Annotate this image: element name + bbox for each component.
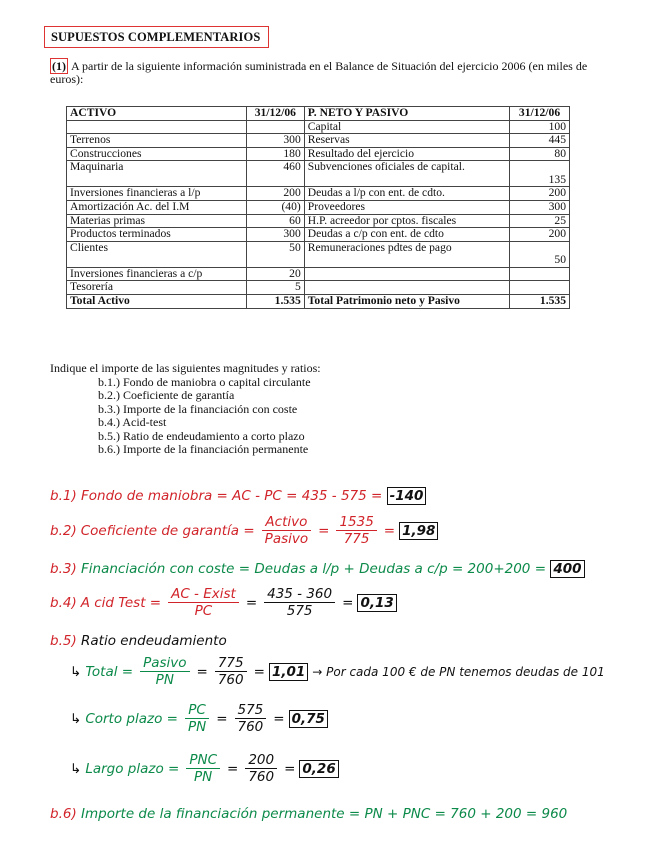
- answer-b1-calc: 435 - 575 =: [301, 488, 383, 504]
- pasivo-value: 135: [510, 161, 570, 187]
- pasivo-label: Resultado del ejercicio: [304, 147, 509, 161]
- questions-prompt: Indique el importe de las siguientes magnitudes y ratios:: [50, 361, 321, 375]
- corto-formula: [185, 702, 209, 735]
- pasivo-value: [510, 281, 570, 295]
- intro-text: A partir de la siguiente información suministrada en el Balance de Situación del ejercicio 2006 (en miles de euros):: [50, 59, 588, 86]
- answer-b1-result: -140: [387, 487, 427, 505]
- answer-b6-text: Importe de la financiación permanente = PN + PNC = 760 + 200 = 960: [81, 806, 568, 822]
- total-activo-value: 1.535: [246, 294, 304, 308]
- frac-denominator: 775: [343, 531, 370, 547]
- total-activo-label: Total Activo: [67, 294, 247, 308]
- activo-value: 20: [246, 267, 304, 281]
- pasivo-value: 200: [510, 187, 570, 201]
- frac-denominator: 760: [217, 672, 244, 688]
- answer-b4: [50, 586, 397, 619]
- total-calc: [215, 655, 247, 688]
- equals-sign: =: [273, 710, 285, 727]
- questions-block: [50, 362, 321, 457]
- answer-b5-total: [70, 655, 605, 688]
- answer-b2-label: b.2): [50, 522, 77, 539]
- frac-numerator: 775: [215, 655, 247, 672]
- equals-sign: =: [383, 522, 396, 539]
- activo-label: Inversiones financieras a l/p: [67, 187, 247, 201]
- pasivo-label: Reservas: [304, 134, 509, 148]
- arrow-icon: ↳: [70, 663, 82, 680]
- question-item: b.4.) Acid-test: [98, 415, 167, 429]
- balance-row: [67, 161, 570, 187]
- activo-label: [67, 120, 247, 134]
- arrow-icon: ↳: [70, 710, 82, 727]
- activo-value: 5: [246, 281, 304, 295]
- equals-sign: =: [253, 663, 265, 680]
- pasivo-label: [304, 281, 509, 295]
- frac-denominator: PN: [194, 769, 213, 785]
- pasivo-label: H.P. acreedor por cptos. fiscales: [304, 214, 509, 228]
- frac-denominator: PN: [155, 672, 174, 688]
- question-item: b.5.) Ratio de endeudamiento a corto plazo: [98, 428, 305, 443]
- answer-b2-formula: [262, 514, 311, 547]
- activo-label: Terrenos: [67, 134, 247, 148]
- balance-row: [67, 187, 570, 201]
- frac-numerator: 200: [245, 752, 277, 769]
- balance-row: [67, 134, 570, 148]
- corto-result: 0,75: [289, 710, 328, 728]
- balance-total-row: [67, 294, 570, 308]
- pasivo-value: 100: [510, 120, 570, 134]
- balance-table: [66, 106, 570, 309]
- question-item: b.6.) Importe de la financiación permanente: [98, 442, 309, 456]
- answer-b6-label: b.6): [50, 806, 77, 822]
- pasivo-value: 80: [510, 147, 570, 161]
- balance-row: [67, 200, 570, 214]
- frac-denominator: PN: [187, 719, 207, 735]
- answer-b2: [50, 514, 438, 547]
- frac-numerator: PNC: [186, 752, 220, 769]
- total-pasivo-label: Total Patrimonio neto y Pasivo: [304, 294, 509, 308]
- pasivo-label: Deudas a l/p con ent. de cdto.: [304, 187, 509, 201]
- activo-label: Clientes: [67, 241, 247, 267]
- activo-value: 300: [246, 134, 304, 148]
- question-item: b.2.) Coeficiente de garantía: [98, 388, 235, 402]
- header-pasivo: P. NETO Y PASIVO: [304, 107, 509, 121]
- balance-header-row: [67, 107, 570, 121]
- answer-b4-text: A cid Test =: [80, 594, 162, 611]
- activo-value: 300: [246, 228, 304, 242]
- answer-b5-label: b.5): [50, 633, 77, 649]
- answer-b3-text: Financiación con coste = Deudas a l/p + Deudas a c/p = 200+200 =: [81, 561, 547, 577]
- answer-b1: [50, 487, 426, 505]
- activo-label: Inversiones financieras a c/p: [67, 267, 247, 281]
- frac-numerator: 575: [235, 702, 267, 719]
- intro-paragraph: [50, 60, 610, 86]
- frac-numerator: 1535: [336, 514, 376, 531]
- answer-b5-heading: [50, 633, 227, 649]
- activo-label: Tesorería: [67, 281, 247, 295]
- balance-row: [67, 241, 570, 267]
- activo-value: 50: [246, 241, 304, 267]
- total-formula: [140, 655, 189, 688]
- answer-b5-largo: [70, 752, 339, 785]
- answer-b3: [50, 560, 585, 578]
- answer-b5-heading-text: Ratio endeudamiento: [81, 633, 227, 649]
- frac-numerator: AC - Exist: [168, 586, 239, 603]
- activo-label: Materias primas: [67, 214, 247, 228]
- pasivo-value: 200: [510, 228, 570, 242]
- balance-row: [67, 228, 570, 242]
- answer-b3-result: 400: [550, 560, 584, 578]
- largo-result: 0,26: [299, 760, 338, 778]
- activo-value: 60: [246, 214, 304, 228]
- answer-b1-label: b.1): [50, 488, 77, 504]
- frac-numerator: 435 - 360: [264, 586, 335, 603]
- balance-row: [67, 147, 570, 161]
- frac-numerator: PC: [185, 702, 209, 719]
- largo-formula: [186, 752, 220, 785]
- total-note: → Por cada 100 € de PN tenemos deudas de 101: [312, 664, 605, 679]
- balance-row: [67, 281, 570, 295]
- question-item: b.3.) Importe de la financiación con coste: [98, 401, 298, 416]
- pasivo-label: Deudas a c/p con ent. de cdto: [304, 228, 509, 242]
- answer-b4-result: 0,13: [357, 594, 396, 612]
- balance-row: [67, 214, 570, 228]
- pasivo-label: [304, 267, 509, 281]
- answer-b1-text: Fondo de maniobra = AC - PC =: [81, 488, 298, 504]
- total-result: 1,01: [269, 663, 308, 681]
- answer-b6: [50, 806, 567, 822]
- balance-row: [67, 267, 570, 281]
- total-pasivo-value: 1.535: [510, 294, 570, 308]
- header-date-activo: 31/12/06: [246, 107, 304, 121]
- equals-sign: =: [342, 594, 354, 611]
- answer-b5-corto: [70, 702, 328, 735]
- equals-sign: =: [245, 594, 258, 611]
- activo-value: 460: [246, 161, 304, 187]
- pasivo-label: Remuneraciones pdtes de pago: [304, 241, 509, 267]
- frac-denominator: 575: [286, 603, 313, 619]
- largo-label: Largo plazo =: [85, 760, 180, 777]
- corto-label: Corto plazo =: [85, 710, 178, 727]
- equals-sign: =: [216, 710, 228, 727]
- header-activo: ACTIVO: [67, 107, 247, 121]
- answer-b2-result: 1,98: [399, 522, 438, 540]
- frac-denominator: 760: [237, 719, 264, 735]
- pasivo-label: Proveedores: [304, 200, 509, 214]
- header-date-pasivo: 31/12/06: [510, 107, 570, 121]
- frac-denominator: Pasivo: [264, 531, 309, 547]
- balance-row: [67, 120, 570, 134]
- pasivo-value: [510, 267, 570, 281]
- frac-denominator: PC: [194, 603, 213, 619]
- frac-numerator: Pasivo: [140, 655, 189, 672]
- pasivo-label: Capital: [304, 120, 509, 134]
- answer-b4-formula: [168, 586, 239, 619]
- answer-b2-text: Coeficiente de garantía =: [80, 522, 255, 539]
- total-label: Total =: [85, 663, 134, 680]
- frac-denominator: 760: [248, 769, 275, 785]
- answer-b3-label: b.3): [50, 561, 77, 577]
- equals-sign: =: [227, 760, 239, 777]
- page-title: SUPUESTOS COMPLEMENTARIOS: [44, 26, 269, 48]
- pasivo-value: 300: [510, 200, 570, 214]
- activo-value: [246, 120, 304, 134]
- equals-sign: =: [196, 663, 208, 680]
- answer-b4-label: b.4): [50, 594, 77, 611]
- corto-calc: [235, 702, 267, 735]
- arrow-icon: ↳: [70, 760, 82, 777]
- answer-b2-calc: [336, 514, 376, 547]
- equals-sign: =: [318, 522, 330, 539]
- activo-label: Amortización Ac. del I.M: [67, 200, 247, 214]
- pasivo-value: 50: [510, 241, 570, 267]
- question-item: b.1.) Fondo de maniobra o capital circulante: [98, 374, 311, 389]
- activo-label: Maquinaria: [67, 161, 247, 187]
- activo-label: Productos terminados: [67, 228, 247, 242]
- activo-value: 180: [246, 147, 304, 161]
- activo-value: 200: [246, 187, 304, 201]
- pasivo-value: 25: [510, 214, 570, 228]
- pasivo-value: 445: [510, 134, 570, 148]
- exercise-number: (1): [52, 59, 66, 73]
- answer-b4-calc: [264, 586, 335, 619]
- equals-sign: =: [284, 760, 296, 777]
- activo-value: (40): [246, 200, 304, 214]
- largo-calc: [245, 752, 277, 785]
- pasivo-label: Subvenciones oficiales de capital.: [304, 161, 509, 187]
- frac-numerator: Activo: [262, 514, 311, 531]
- activo-label: Construcciones: [67, 147, 247, 161]
